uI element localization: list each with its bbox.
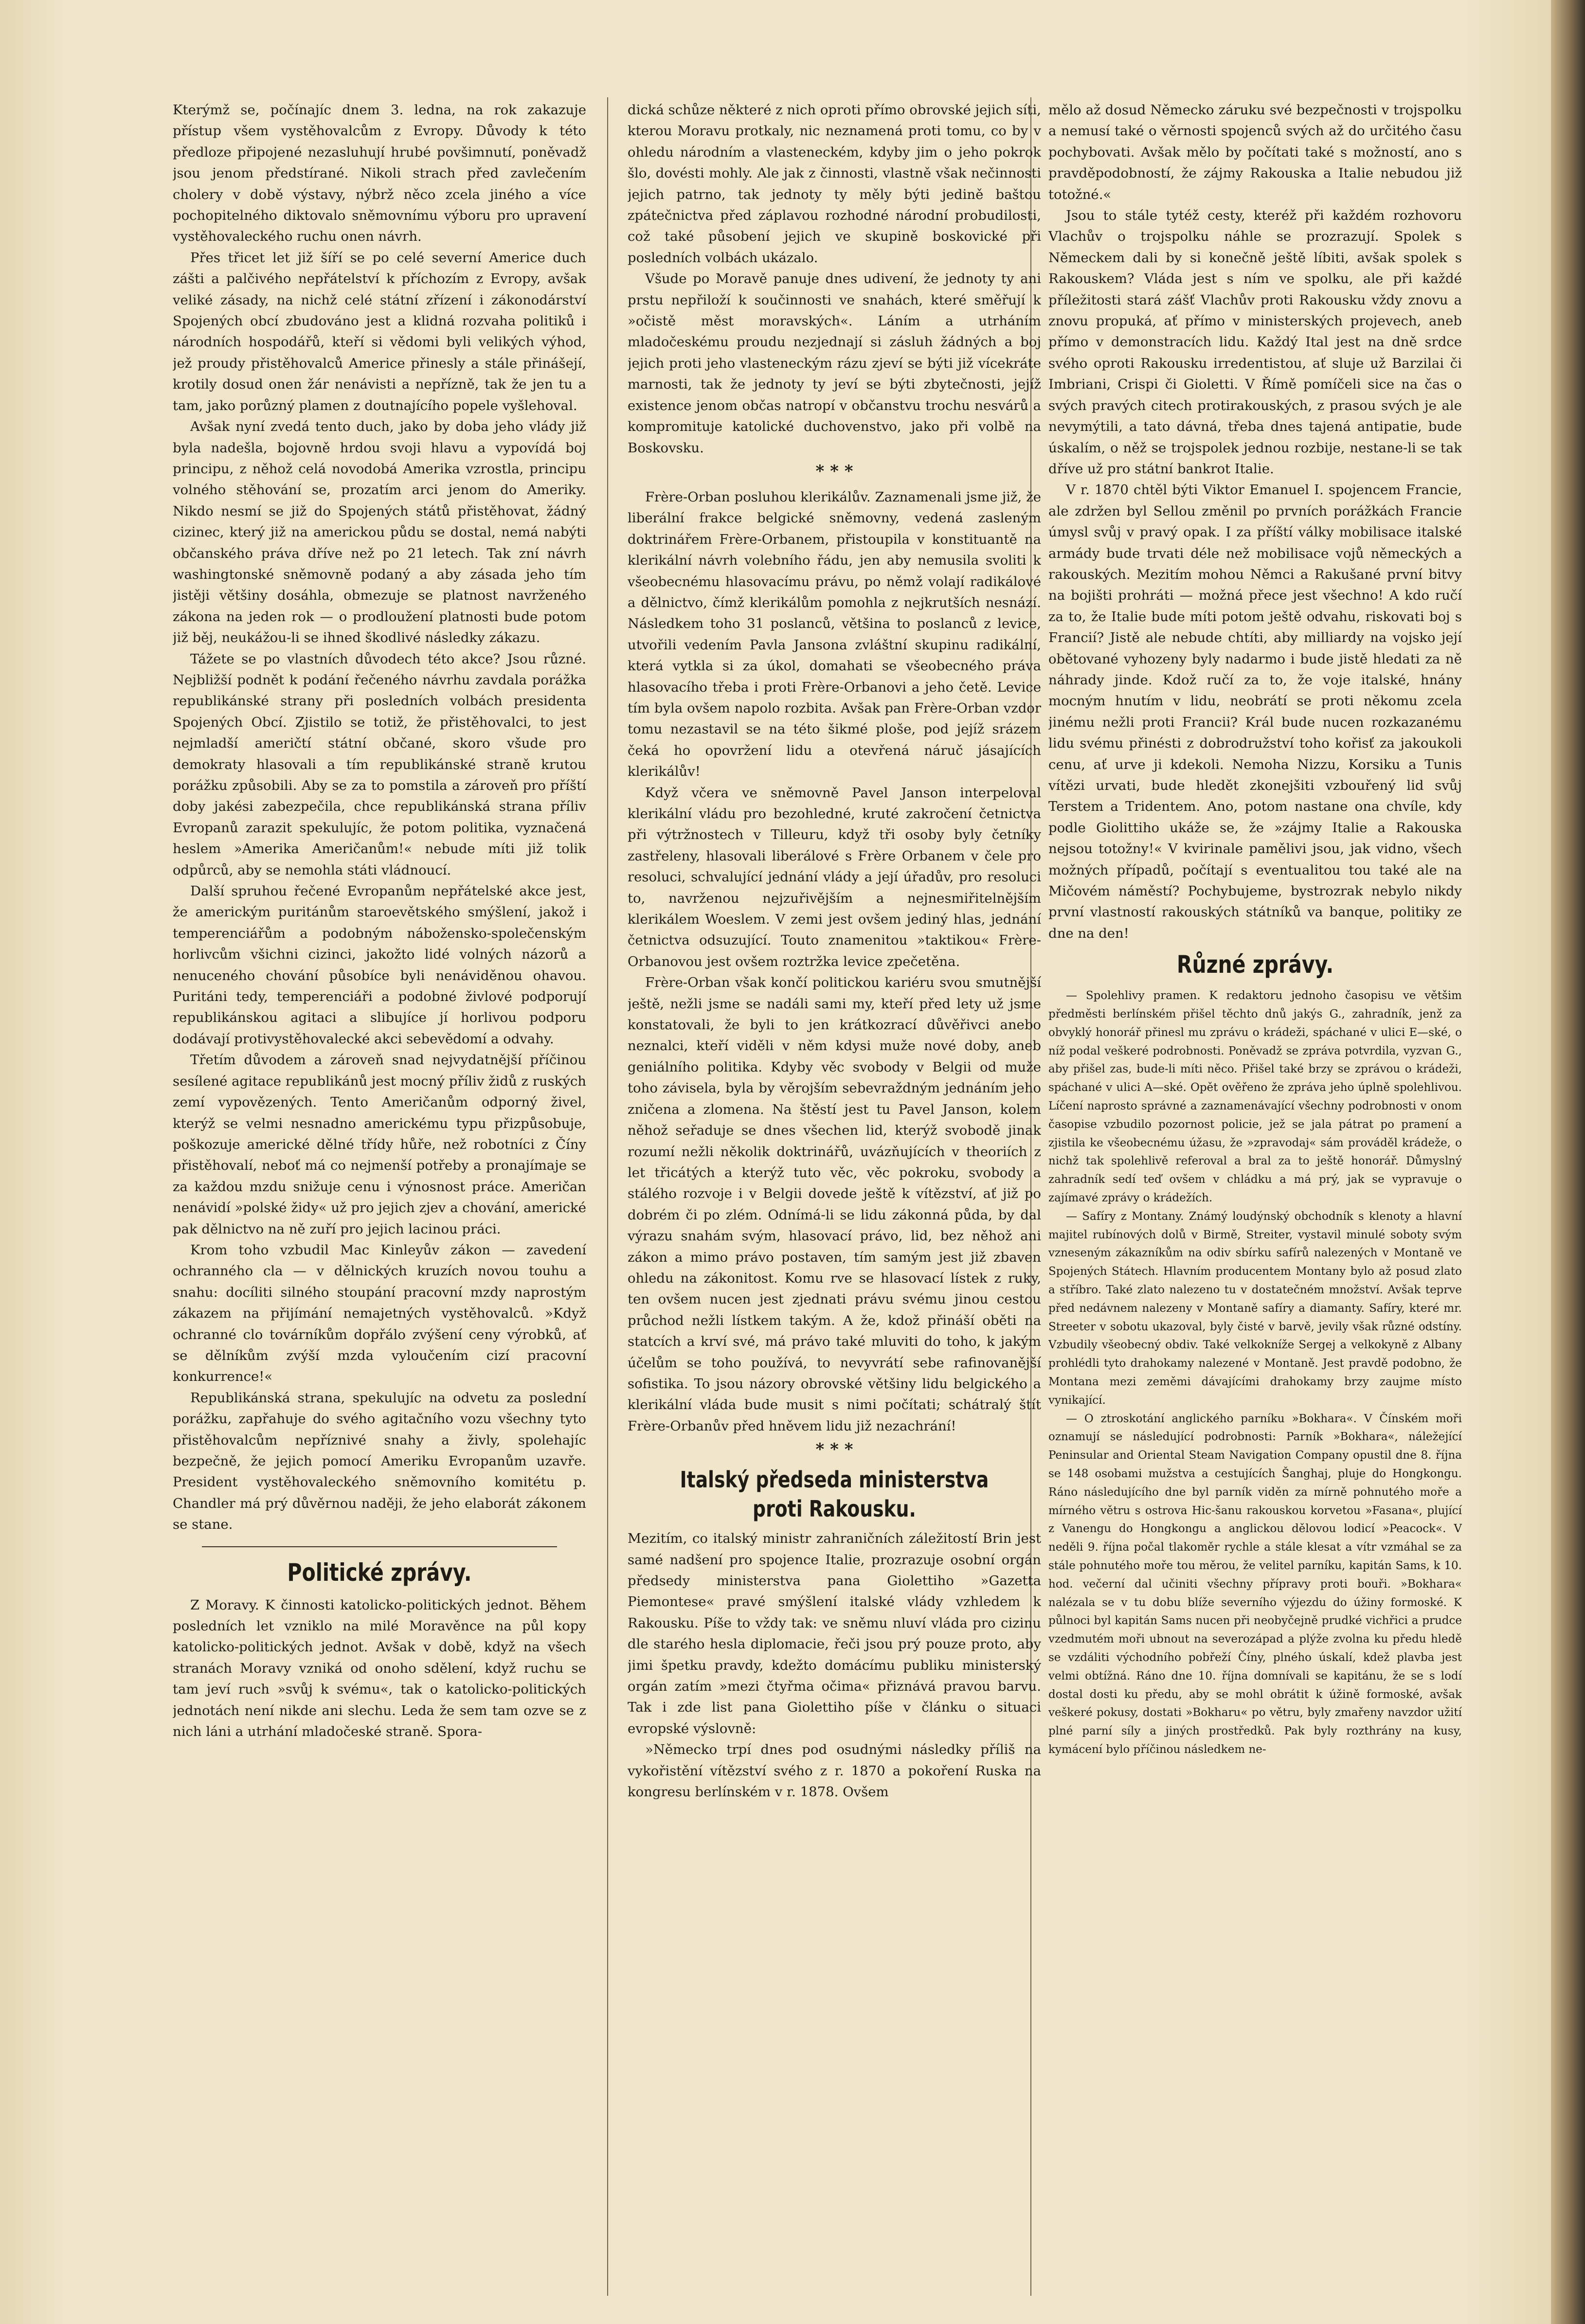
text-column-3 bbox=[1048, 100, 1462, 2298]
text-column-1 bbox=[173, 100, 586, 2298]
article-paragraph: mělo až dosud Německo záruku své bezpečnosti v trojspolku a nemusí také o věrnosti spojenců svých až do určitého času pochybovati. Avšak mělo by počítati také s možností, ano s pravděpodobností, že zájmy Rakouska a Italie nebudou již totožné.« bbox=[1048, 102, 1462, 202]
article-paragraph: Republikánská strana, spekulujíc na odvetu za poslední porážku, zapřahuje do svého agitačního vozu všechny tyto přistěhovalcům nepříznivé snahy a živly, spolehajíc bezpečně, že jejich pomocí Ameriku Evropanům uzavře. President vystěhovaleckého sněmovního komitétu p. Chandler má prý důvěrnou naději, že jeho elaborát zákonem se stane. bbox=[173, 1390, 586, 1533]
article-paragraph: Z Moravy. K činnosti katolicko-politických jednot. Během posledních let vzniklo na milé Moravěnce na půl kopy katolicko-politických jednot. Avšak v době, když na všech stranách Moravy vzniká od onoho sdělení, když ruchu se tam jeví ruch »svůj k svému«, tak o katolicko-politických jednotách není nikde ani slechu. Leda že sem tam ozve se z nich láni a utrhání mladočeské straně. Spora- bbox=[173, 1597, 586, 1740]
article-paragraph: V r. 1870 chtěl býti Viktor Emanuel I. spojencem Francie, ale zdržen byl Sellou změnil po prvních porážkách Francie úmysl svůj v pravý opak. I za příští války mobilisace italské armády bude trvati déle než mobilisace vojů německých a rakouských. Mezitím mohou Němci a Rakušané první bitvy na bojišti prohráti — možná přece jest všechno! A kdo ručí za to, že Italie bude míti potom ještě odvahu, riskovati boj s Francií? Jistě ale nebude chtíti, aby milliardy na vojsko její obětované vyhozeny byly nadarmo i bude jistě hledati za ně náhrady jinde. Kdož ručí za to, že voje italské, hnány mocným hnutím v lidu, neobrátí se proti někomu zcela jinému nežli proti Francii? Král bude nucen rozkazanému lidu svému přinésti z dobrodružství toho kořisť za jakoukoli cenu, ať urve ji kdekoli. Nemoha Nizzu, Korsiku a Tunis vítězi urvati, bude hledět zkonejšiti vzbouřený lid svůj Terstem a Tridentem. Ano, potom nastane ona chvíle, kdy podle Giolittiho ukáže se, že »zájmy Italie a Rakouska nejsou totožny!« V kvirinale pamělivi jsou, jak vidno, všech možných případů, počítají s eventualitou tou také ale na Mičovém náměstí? Pochybujeme, bystrozrak nebylo nikdy první vlastností rakouských státníků va banque, politiky ze dne na den! bbox=[1048, 482, 1462, 941]
section-title: Politické zprávy. bbox=[287, 1558, 472, 1587]
article-paragraph: Avšak nyní zvedá tento duch, jako by doba jeho vlády již byla nadešla, bojovně hrdou svoji hlavu a vypovídá boj principu, z něhož celá novodobá Amerika vzrostla, principu volného stěhování se, prozatím arci jenom do Ameriky. Nikdo nesmí se již do Spojených států přistěhovat, žádný cizinec, který již na americkou půdu se dostal, nemá nabýti občanského práva dříve než po 21 letech. Tak zní návrh washingtonské sněmovně podaný a aby zásada jeho tím jistěji většiny dosáhla, obmezuje se platnost navrženého zákona na jeden rok — o prodloužení platnosti bude potom již běj, neukážou-li se ihned škodlivé následky zákazu. bbox=[173, 419, 586, 646]
article-paragraph: »Německo trpí dnes pod osudnými následky příliš na vykořistění vítězství svého z r. 1870 a pokoření Ruska na kongresu berlínském v r. 1878. Ovšem bbox=[628, 1742, 1041, 1800]
article-paragraph: Přes třicet let již šíří se po celé severní Americe duch zášti a palčivého nepřátelství k příchozím z Evropy, avšak veliké zásady, na nichž celé státní zřízení i zákonodárství Spojených obcí zbudováno jest a klidná rozvaha politiků i národních hospodářů, kteří si vědomi byli velikých výhod, jež proudy přistěhovalců Americe přinesly a stále přinášejí, krotily dosud onen žár nenávisti a nepřízně, tak že jen tu a tam, jako porůzný plamen z doutnajícího popele vyšlehoval. bbox=[173, 250, 586, 413]
article-paragraph: Kterýmž se, počínajíc dnem 3. ledna, na rok zakazuje přístup všem vystěhovalcům z Evropy. Důvody k této předloze připojené nezasluhují hrubé povšimnutí, poněvadž jsou jenom předstírané. Nikoli strach před zavlečením cholery v době výstavy, nýbrž něco zcela jiného a více pochopitelného diktovalo sněmovnímu výboru pro upravení vystěhovaleckého ruchu onen návrh. bbox=[173, 102, 586, 245]
article-paragraph: — Safíry z Montany. Známý loudýnský obchodník s klenoty a hlavní majitel rubínových dolů v Birmě, Streiter, vystavil minulé soboty svým vzneseným zákazníkům na odiv sbírku safírů nalezených v Montaně ve Spojených Státech. Hlavním producentem Montany bylo až posud zlato a stříbro. Také zlato nalezeno tu v dostatečném množství. Avšak teprve před nedávnem nalezeny v Montaně safíry a diamanty. Safíry, které mr. Streeter v sobotu ukazoval, byly čisté v barvě, jevily však různé odstíny. Vzbudily všeobecný obdiv. Také velkoknížе Sergej a velkokyně z Albany prohlédli tyto drahokamy nalezené v Montaně. Jest pravdě podobno, že Montana mezi zeměmi dávajícími drahokamy brzy zaujme místo vynikající. bbox=[1048, 1210, 1462, 1407]
column-divider bbox=[607, 97, 608, 2296]
asterism-divider: * * * bbox=[815, 461, 853, 481]
section-divider bbox=[202, 1546, 557, 1547]
article-paragraph: Další spruhou řečené Evropanům nepřátelské akce jest, že americkým puritánům staroevětského smýšlení, jakož i temperenciářům a podobným nábožensko-společenským horlivcům všichni cizinci, jakožto lidé volných názorů a nenuceného chování působíce byli nenáviděnou ohavou. Puritáni tedy, temperenciáři a podobné živlové podporují republikánskou agitaci a slibujíce jí horlivou podporu dodávají protivystěhovalecké akci sebevědomí a odvahy. bbox=[173, 883, 586, 1047]
article-paragraph: Jsou to stále tytéž cesty, kteréž při každém rozhovoru Vlachův o trojspolku náhle se prozrazují. Spolek s Německem dali by si konečně ještě líbiti, avšak spolek s Rakouskem? Vláda jest s ním ve spolku, ale při každé příležitosti stará zášť Vlachův proti Rakousku vždy znovu a znovu propuká, ať přímo v ministerských projevech, aneb přímo v demonstracích lidu. Každý Ital jest na dně srdce svého oproti Rakousku irredentistou, ať sluje už Barzilai či Imbriani, Crispi či Gioletti. V Římě pomíčeli sice na čas o svých pravých citech protirakouských, z prasou svých je ale nevymýtili, a tato dávná, třeba dnes tajená antipatie, bude úskalím, o něž se trojspolek jednou rozbije, nestane-li se tak dříve už pro státní bankrot Italie. bbox=[1048, 208, 1462, 477]
section-title: Různé zprávy. bbox=[1176, 950, 1334, 979]
article-paragraph: Frère-Orban však končí politickou kariéru svou smutnější ještě, nežli jsme se nadáli sami my, kteří před lety už jsme konstatovali, že byli to jen krátkozrací důvěřivci anebo neznalci, kteří viděli v něm kdysi muže nové doby, aneb geniálního politika. Kdyby věc svobody v Belgii od muže toho závisela, byla by věrojším sebevraždným jednáním jeho zničena a zlomena. Na štěstí jest tu Pavel Janson, kolem něhož seřaduje se dnes všechen lid, kterýž svobodě jinak rozumí nežli několik doktrinářů, uvázňujících v theoriích z let třicátých a kterýž tuto věc, věc pokroku, svobody a stálého rozvoje i v Belgii dovede ještě k vítězství, ať již po dobrém či po zlém. Odnímá-li se lidu zákonná půda, by dal výrazu snahám svým, hlasovací právo, lid, bez něhož ani zákon a mimo právo postaven, tím samým jest již zbaven ohledu na zákonitost. Komu rve se hlasovací lístek z ruky, ten ovšem nucen jest zjednati právu svému jinou cestou průchod nežli lístkem takým. A že, kdož přináší oběti na statcích a krví své, má právo také mluviti do toho, k jakým účelům se toho používá, to nevyvrátí sebe rafinovanější sofistika. To jsou názory obrovské většiny lidu belgického a klerikální vláda bude musit s nimi počítati; schátralý štít Frère-Orbanův před hněvem lidu již nezachrání! bbox=[628, 975, 1041, 1434]
article-paragraph: Mezitím, co italský ministr zahraničních záležitostí Brin jest samé nadšení pro spojence Italie, prozrazuje osobní orgán předsedy ministerstva pana Giolettiho »Gazetta Piemontese« pravé smýšlení italské vlády vzhledem k Rakousku. Píše to vždy tak: ve sněmu nluví vláda pro cizinu dle starého hesla diplomacie, řeči jsou prý pouze proto, aby jimi špetku pravdy, kdežto domácímu publiku ministerský orgán zatím »mezi čtyřma očima« přiznává pravou barvu. Tak i zde list pana Giolettiho píše v článku o situaci evropské výslovně: bbox=[628, 1531, 1041, 1736]
article-paragraph: Krom toho vzbudil Mac Kinleyův zákon — zavedení ochranného cla — v dělnických kruzích novou touhu a snahu: docíliti silného stoupání pracovní mzdy naprostým zákazem na přijímání nemajetných vystěhovalců. »Když ochranné clo továrníkům dopřálo zvýšení ceny výrobků, ať se dělníkům zvýší mzda vyloučením cizí pracovní konkurrence!« bbox=[173, 1242, 586, 1385]
article-paragraph: Frère-Orban posluhou klerikálův. Zaznamenali jsme již, že liberální frakce belgické sněmovny, vedená zasleným doktrinářem Frère-Orbanem, přistoupila v konstituantě na klerikální návrh volebního řádu, jen aby nemusila svoliti k všeobecnému hlasovacímu právu, po němž volají radikálové a dělnictvo, čímž klerikálům pomohla z nejkrutších nesnází. Následkem toho 31 poslanců, většina to poslanců z levice, utvořili vedením Pavla Jansona zvláštní skupinu radikální, která vytkla si za úkol, domahati se všeobecného práva hlasovacího třeba i proti Frère-Orbanovi a jeho četě. Levice tím byla ovšem napolo rozbita. Avšak pan Frère-Orban vzdor tomu nezastavil se na této šikmé ploše, pod jejíž srázem čeká ho opovržení lidu a otevřená náruč jásajících klerikálův! bbox=[628, 489, 1041, 780]
page-edge-shadow bbox=[1551, 0, 1585, 2324]
text-column-2 bbox=[628, 100, 1041, 2298]
article-paragraph: — O ztroskotání anglického parníku »Bokhara«. V Čínském moři oznamují se následující podrobnosti: Parník »Bokhara«, náležející Peninsular and Oriental Steam Navigation Company opustil dne 8. října se 148 osobami mužstva a cestujících Šanghaj, plujе do Hongkongu. Ráno následujícího dne byl parník viděn za mírně pohnutého moře a mírného větru s ostrova Hic-šanu rakouskou korvetou »Fasana«, plující z Vanengu do Hongkongu a anglickou dělovou lodicí »Peacock«. V neděli 9. října počal tlakoměr rychle a stále klesat a vítr vzmáhal se za stále pohnutého moře tou měrou, že velitel parníku, kapitán Sams, k 10. hod. večerní dal učiniti všechny přípravy proti bouři. »Bokhara« nalézala se v tu dobu blíže severního výjezdu do úžiny formoské. K půlnoci byl kapitán Sams nucen při neobyčejně prudké vichřici a prudce vzedmutém moři ubnout na severozápad a plýže zvolna ku předu hledě se vzdáliti východního pobřeží Číny, plného úskalí, kdež plavba jest velmi obtížná. Ráno dne 10. října domnívali se kapitánu, že se s lodí dostal dosti ku předu, aby se mohl obrátit k úžině formoské, avšak veškeré pokusy, dostati »Bokharu« po větru, byly zmařeny navzdor užití plné parní síly a jiných prostředků. Pak byly rozthrány na kusy, kymácení bylo příčinou následkem ne- bbox=[1048, 1412, 1462, 1756]
article-paragraph: — Spolehlivy pramen. K redaktoru jednoho časopisu ve většim předměsti berlínském přišel těchto dnů jakýs G., zahradník, jenž za obvyklý honorář přinesl mu zprávu o krádeži, spáchané v ulici E—ské, o níž podal veškeré podrobnosti. Poněvadž se zpráva potvrdila, vyzvan G., aby přišel zas, bude-li míti něco. Přišel také brzy se zprávou o krádeži, spáchané v ulici A—ské. Opět ověřeno že zpráva jeho úplně spolehlivou. Líčení naprosto správné a zaznamenávající všechny podrobnosti v onom časopise vzbudilo pozornost policie, jež se jala pátrat po pramení a zjistila ke všeobecnému úžasu, že »zpravodaj« sám prováděl krádeže, o nichž tak spolehlivě referoval a bral za to ještě honorář. Důmyslný zahradník sedí teď ovšem v chládku a má prý, jak se vypravuje o zajímavé zprávy o krádežích. bbox=[1048, 989, 1462, 1205]
asterism-divider: * * * bbox=[815, 1440, 853, 1460]
article-paragraph: Třetím důvodem a zároveň snad nejvydatnější příčinou sesílené agitace republikánů jest mocný příliv židů z ruských zemí vypovězených. Tento Američanům odporný živel, kterýž se velmi nesnadno americkému typu přizpůsobuje, poškozuje americké dělné třídy hůře, než robotníci z Číny přistěhovalí, neboť má co nejmenší potřeby a pronajímaje se za každou mzdu snižuje cenu i výnosnost práce. Američan nenávidí »polské židy« už pro jejich zjev a chování, americké pak dělnictvo na ně zuří pro jejich lacinou práci. bbox=[173, 1052, 586, 1237]
article-heading: Italský předseda ministerstva proti Rakousku. bbox=[680, 1466, 989, 1522]
article-paragraph: Tážete se po vlastních důvodech této akce? Jsou různé. Nejbližší podnět k podání řečeného návrhu zavdala porážka republikánské strany při posledních volbách presidenta Spojených Obcí. Zjistilo se totiž, že přistěhovalci, to jest nejmladší američtí státní občané, skoro všude pro demokraty hlasovali a tím republikánské straně krutou porážku způsobili. Aby se za to pomstila a zároveň pro příští doby jakési zabezpečila, chce republikánská strana příliv Evropanů zarazit spekulujíc, že potom politika, vyznačená heslem »Amerika Američanům!« nebude míti již tolik odpůrců, aby se nemohla státi vládnoucí. bbox=[173, 651, 586, 878]
article-paragraph: Všude po Moravě panuje dnes udivení, že jednoty ty ani prstu nepřiloží k součinnosti ve snahách, které směřují k »očistě měst moravských«. Láním a utrháním mladočeskému proudu nezjednají si zásluh žádných a boj jejich proti jeho vlasteneckým rázu zjeví se býti již vícekráte marnosti, tak že jednoty ty jeví se býti zbytečnosti, jejíž existence jenom občas natropí v občanstvu trochu nesvárů a kompromituje katolické duchovenstvo, jako při volbě na Boskovsku. bbox=[628, 271, 1041, 456]
article-paragraph: dická schůze některé z nich oproti přímo obrovské jejich síti, kterou Moravu protkaly, nic neznamená proti tomu, co by v ohledu národním a vlasteneckém, kdyby jim o jeho pokrok šlo, dovésti mohly. Ale jak z činnosti, vlastně však nečinnosti jejich patrno, tak jednoty ty měly býti jedině baštou zpátečnictva před záplavou rozhodné národní probudilosti, což také působení jejich ve skupině boskovické při posledních volbách ukázalo. bbox=[628, 102, 1041, 266]
article-paragraph: Když včera ve sněmovně Pavel Janson interpeloval klerikální vládu pro bezohledné, kruté zakročení četnictva při výtržnostech v Tilleuru, když tři osoby byly četníky zastřeleny, hlasovali liberálové s Frère Orbanem v čele pro resoluci, schvalující jednání vlády a její úřadův, pro resoluci to, navrženou nejzuřivějším a nejnesmiřitelnějším klerikálem Woeslem. V zemi jest ovšem jediný hlas, jednání četnictva odsuzující. Touto znamenitou »taktikou« Frère-Orbanovou jest ovšem roztržka levice zpečetěna. bbox=[628, 785, 1041, 969]
